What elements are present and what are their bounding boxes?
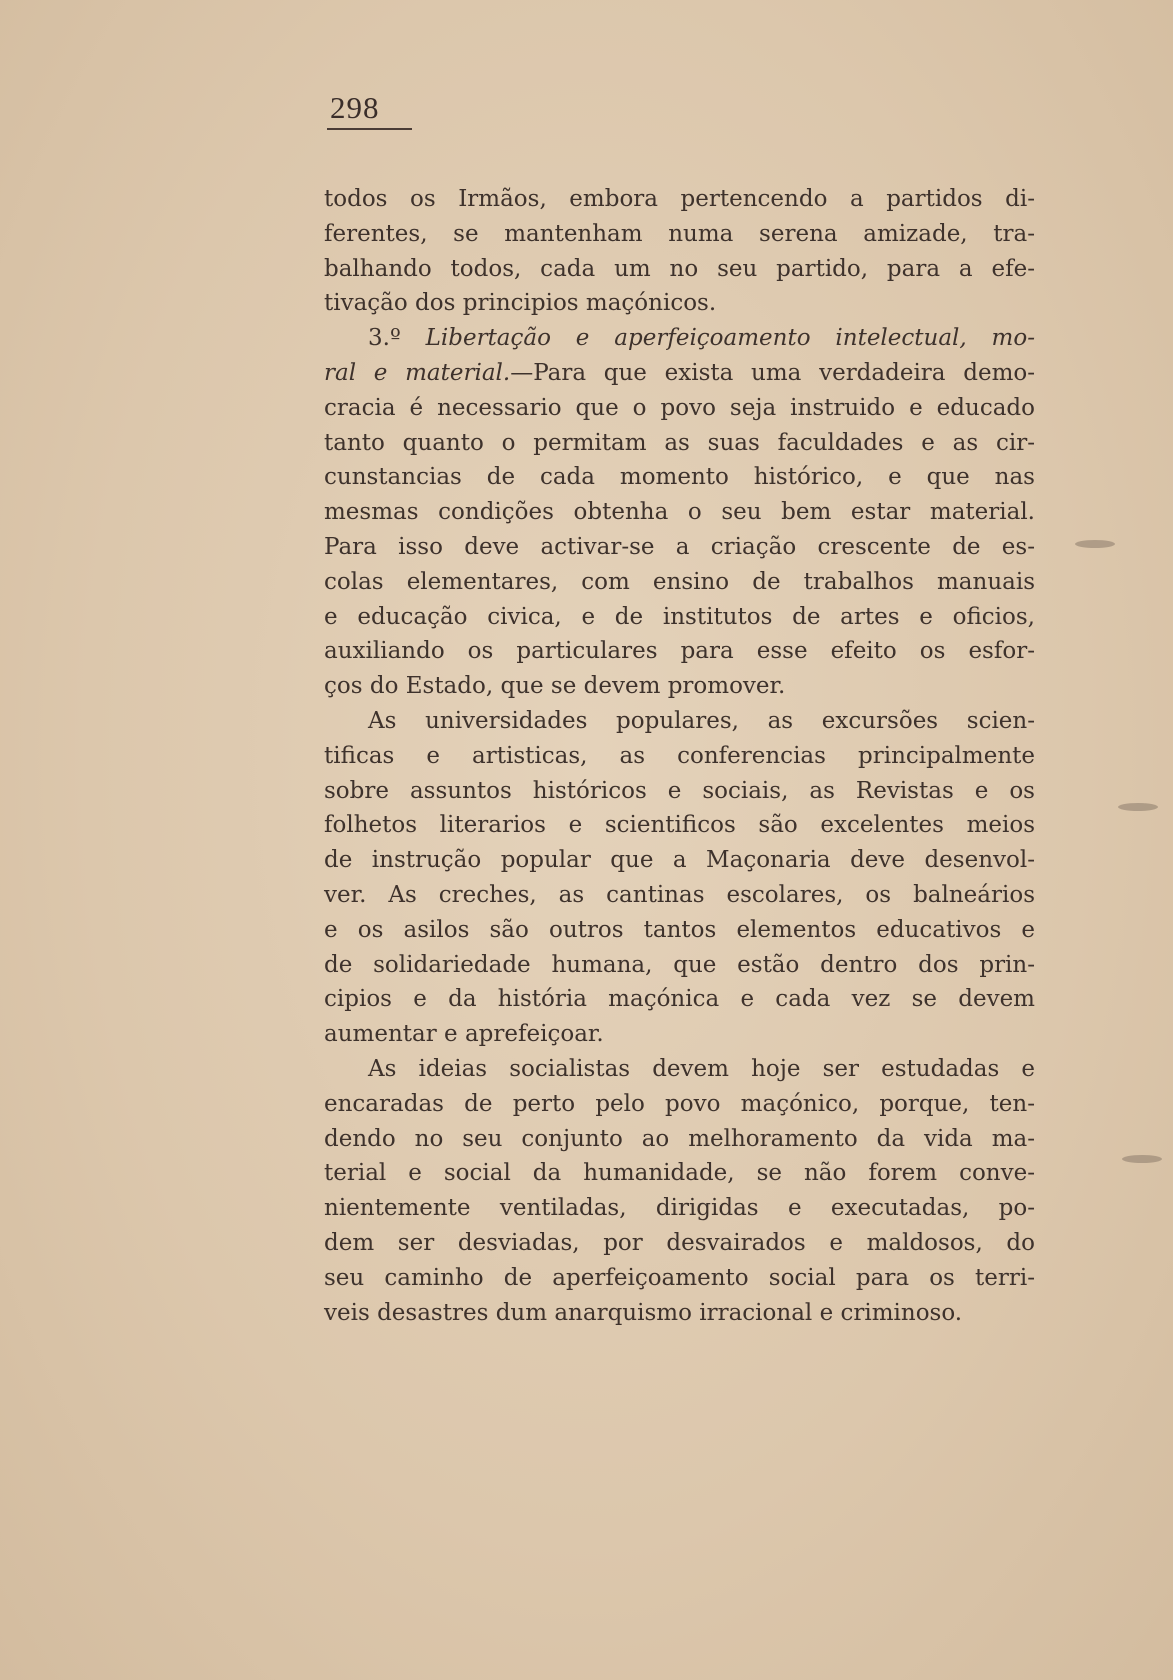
text-line	[324, 669, 1035, 704]
text-line	[324, 321, 1035, 356]
margin-stain	[1075, 540, 1115, 548]
text-line	[324, 634, 1035, 669]
text-line	[324, 1226, 1035, 1261]
text-line	[324, 774, 1035, 809]
line-text: tificas e artisticas, as conferencias principalmente	[324, 742, 1035, 769]
text-line	[324, 808, 1035, 843]
text-line	[324, 1052, 1035, 1087]
text-line	[324, 1261, 1035, 1296]
line-text: As ideias socialistas devem hoje ser estudadas e	[368, 1055, 1035, 1082]
text-line	[324, 252, 1035, 287]
line-text: nientemente ventiladas, dirigidas e executadas, po-	[324, 1195, 1035, 1222]
text-line	[324, 913, 1035, 948]
section-heading-italic: Libertação e aperfeiçoamento intelectual, mo-	[425, 325, 1035, 352]
text-line	[324, 1017, 1035, 1052]
line-text: dendo no seu conjunto ao melhoramento da vida ma-	[324, 1125, 1035, 1152]
line-text: veis desastres dum anarquismo irracional e criminoso.	[324, 1299, 963, 1326]
text-line	[324, 391, 1035, 426]
text-line	[324, 495, 1035, 530]
line-text: cracia é necessario que o povo seja instruido e educado	[324, 394, 1035, 421]
line-text: auxiliando os particulares para esse efeito os esfor-	[324, 638, 1035, 665]
text-line	[324, 530, 1035, 565]
text-line	[324, 1156, 1035, 1191]
text-line	[324, 217, 1035, 252]
line-text: encaradas de perto pelo povo maçónico, porque, ten-	[324, 1090, 1035, 1117]
line-text: ferentes, se mantenham numa serena amizade, tra-	[324, 220, 1035, 247]
text-line	[324, 426, 1035, 461]
text-line	[324, 182, 1035, 217]
text-line	[324, 739, 1035, 774]
line-text: ços do Estado, que se devem promover.	[324, 673, 786, 700]
line-text: —Para que exista uma verdadeira demo-	[510, 359, 1035, 386]
line-text: seu caminho de aperfeiçoamento social para os terri-	[324, 1264, 1035, 1291]
line-text: de solidariedade humana, que estão dentro dos prin-	[324, 951, 1035, 978]
text-line	[324, 704, 1035, 739]
line-text: colas elementares, com ensino de trabalhos manuais	[324, 568, 1035, 595]
line-text: mesmas condições obtenha o seu bem estar material.	[324, 499, 1035, 526]
line-text: cipios e da história maçónica e cada vez se devem	[324, 986, 1035, 1013]
text-line	[324, 1296, 1035, 1331]
line-text: cunstancias de cada momento histórico, e que nas	[324, 464, 1035, 491]
text-line	[324, 982, 1035, 1017]
section-heading-italic: ral e material.	[324, 359, 511, 386]
text-line	[324, 1122, 1035, 1157]
line-text: terial e social da humanidade, se não forem conve-	[324, 1160, 1035, 1187]
line-text: todos os Irmãos, embora pertencendo a partidos di-	[324, 186, 1035, 212]
body-text	[324, 182, 1035, 1330]
margin-stain	[1122, 1155, 1162, 1163]
line-text: tivação dos principios maçónicos.	[324, 290, 717, 317]
line-text: balhando todos, cada um no seu partido, para a efe-	[324, 255, 1035, 282]
text-line	[324, 286, 1035, 321]
section-number: 3.º	[368, 325, 426, 352]
text-line	[324, 600, 1035, 635]
text-line	[324, 948, 1035, 983]
text-line	[324, 565, 1035, 600]
line-text: de instrução popular que a Maçonaria deve desenvol-	[324, 847, 1035, 874]
line-text: e os asilos são outros tantos elementos educativos e	[324, 916, 1035, 943]
line-text: folhetos literarios e scientificos são excelentes meios	[324, 812, 1035, 839]
line-text: As universidades populares, as excursões scien-	[368, 707, 1035, 734]
text-line	[324, 1191, 1035, 1226]
line-text: ver. As creches, as cantinas escolares, os balneários	[324, 881, 1035, 908]
line-text: Para isso deve activar-se a criação crescente de es-	[324, 533, 1035, 560]
text-line	[324, 1087, 1035, 1122]
line-text: tanto quanto o permitam as suas faculdades e as cir-	[324, 429, 1035, 456]
line-text: e educação civica, e de institutos de artes e oficios,	[324, 603, 1035, 630]
text-line	[324, 843, 1035, 878]
margin-stain	[1118, 803, 1158, 811]
line-text: sobre assuntos históricos e sociais, as Revistas e os	[324, 777, 1035, 804]
line-text: dem ser desviadas, por desvairados e maldosos, do	[324, 1229, 1035, 1256]
line-text: aumentar e aprefeiçoar.	[324, 1021, 604, 1048]
text-line	[324, 460, 1035, 495]
page-number-rule	[327, 128, 412, 130]
text-line	[324, 878, 1035, 913]
text-line	[324, 356, 1035, 391]
page-number: 298	[330, 90, 380, 125]
